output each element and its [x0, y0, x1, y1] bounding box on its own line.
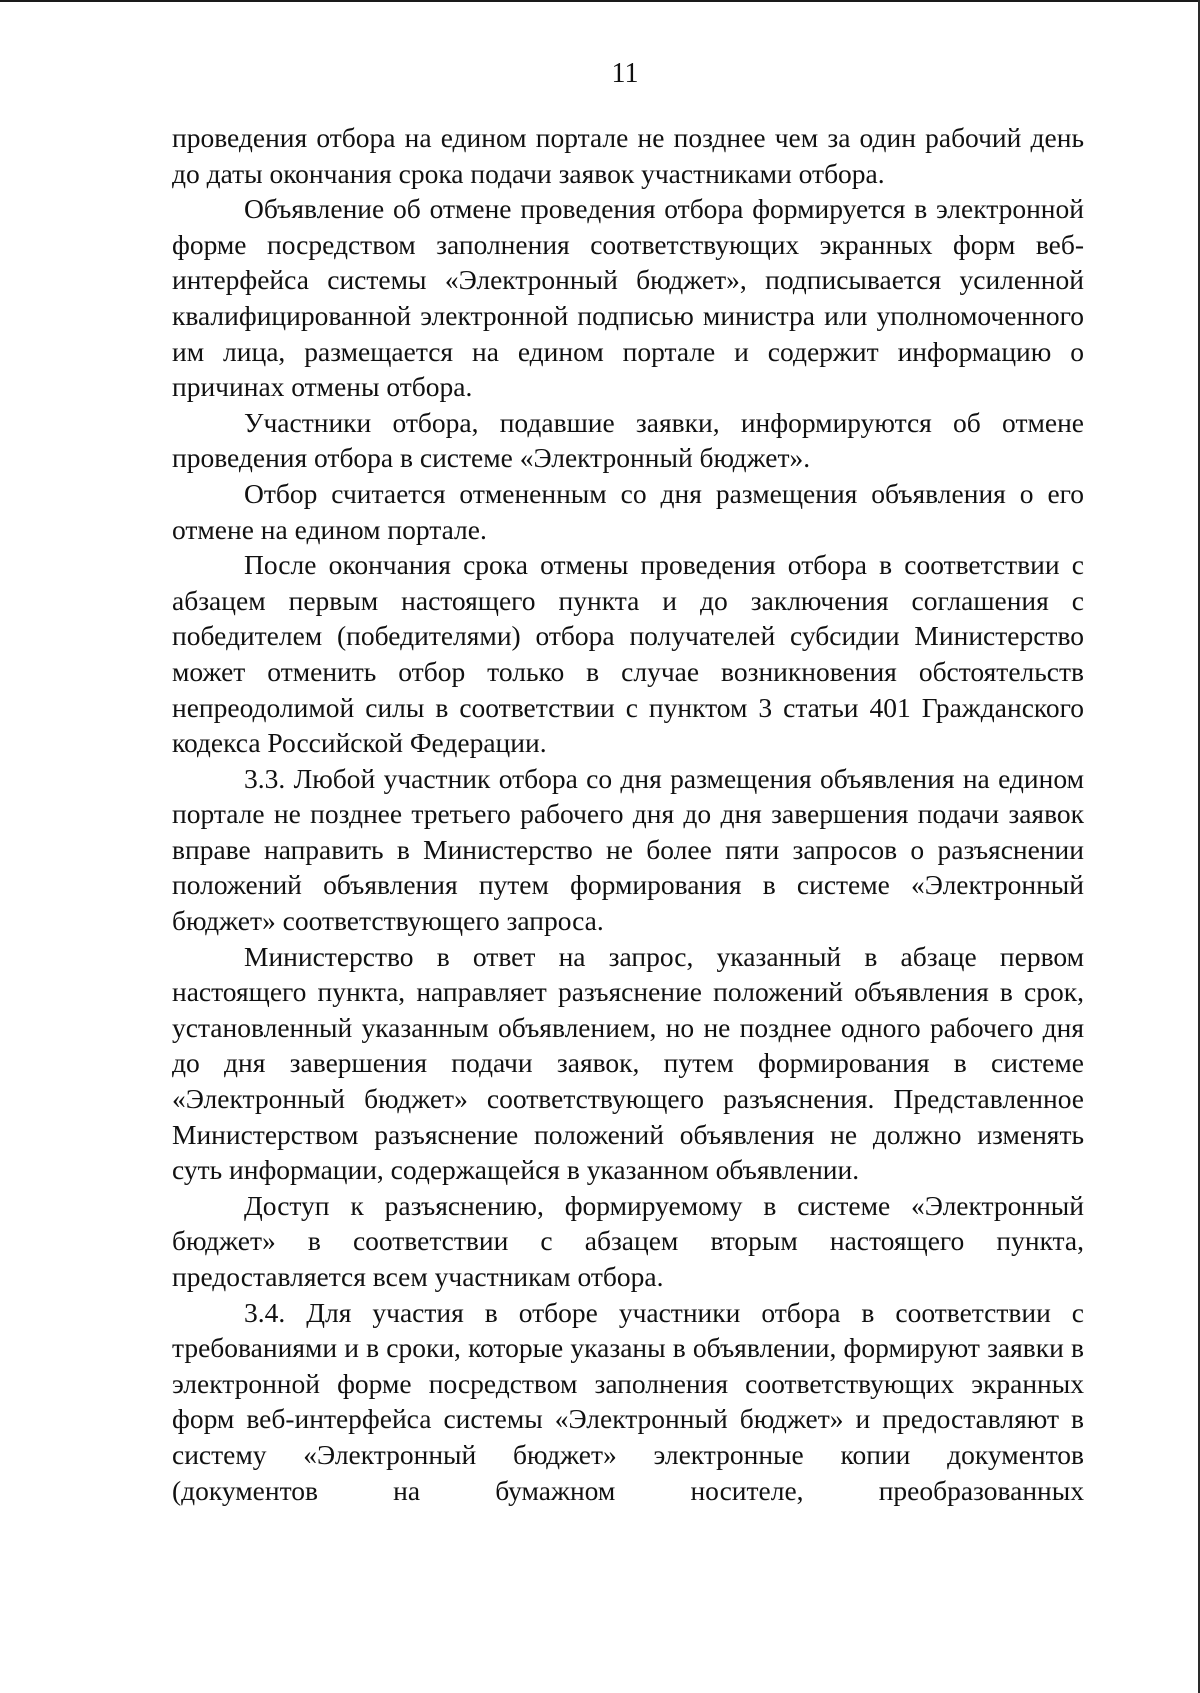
paragraph-force-majeure: После окончания срока отмены проведения отбора в соответствии с абзацем первым настоящего пункта и до заключения соглашения с победителем (победителями) отбора получателей субсидии Министерство может отменить отбор только в случае возникновения обстоятельств непреодолимой силы в соответствии с пунктом 3 статьи 401 Гражданского кодекса Российской Федерации.: [172, 549, 1084, 759]
document-body: [172, 120, 1084, 1508]
paragraph-clause-3-4: 3.4. Для участия в отборе участники отбора в соответствии с требованиями и в сроки, которые указаны в объявлении, формируют заявки в электронной форме посредством заполнения соответствующих экранных форм веб-интерфейса системы «Электронный бюджет» и предоставляют в систему «Электронный бюджет» электронные копии документов (документов на бумажном носителе, преобразованных: [172, 1296, 1084, 1506]
paragraph-cancellation-notice: Объявление об отмене проведения отбора формируется в электронной форме посредством заполнения соответствующих экранных форм веб-интерфейса системы «Электронный бюджет», подписывается усиленной квалифицированной электронной подписью министра или уполномоченного им лица, размещается на едином портале и содержит информацию о причинах отмены отбора.: [172, 193, 1084, 403]
page-number: 11: [611, 58, 639, 89]
paragraph-ministry-response: Министерство в ответ на запрос, указанный в абзаце первом настоящего пункта, направляет разъяснение положений объявления в срок, установленный указанным объявлением, но не позднее одного рабочего дня до дня завершения подачи заявок, путем формирования в системе «Электронный бюджет» соответствующего разъяснения. Представленное Министерством разъяснение положений объявления не должно изменять суть информации, содержащейся в указанном объявлении.: [172, 940, 1084, 1186]
paragraph-clause-3-3: 3.3. Любой участник отбора со дня размещения объявления на едином портале не позднее третьего рабочего дня до дня завершения подачи заявок вправе направить в Министерство не более пяти запросов о разъяснении положений объявления путем формирования в системе «Электронный бюджет» соответствующего запроса.: [172, 762, 1084, 937]
paragraph-participants-informed: Участники отбора, подавшие заявки, информируются об отмене проведения отбора в системе «Электронный бюджет».: [172, 406, 1084, 474]
paragraph-continuation: проведения отбора на едином портале не позднее чем за один рабочий день до даты окончания срока подачи заявок участниками отбора.: [172, 122, 1084, 189]
scan-edge-top: [0, 0, 1200, 2]
paragraph-access-to-clarification: Доступ к разъяснению, формируемому в системе «Электронный бюджет» в соответствии с абзацем вторым настоящего пункта, предоставляется всем участникам отбора.: [172, 1189, 1084, 1292]
paragraph-selection-cancelled: Отбор считается отмененным со дня размещения объявления о его отмене на едином портале.: [172, 477, 1084, 545]
